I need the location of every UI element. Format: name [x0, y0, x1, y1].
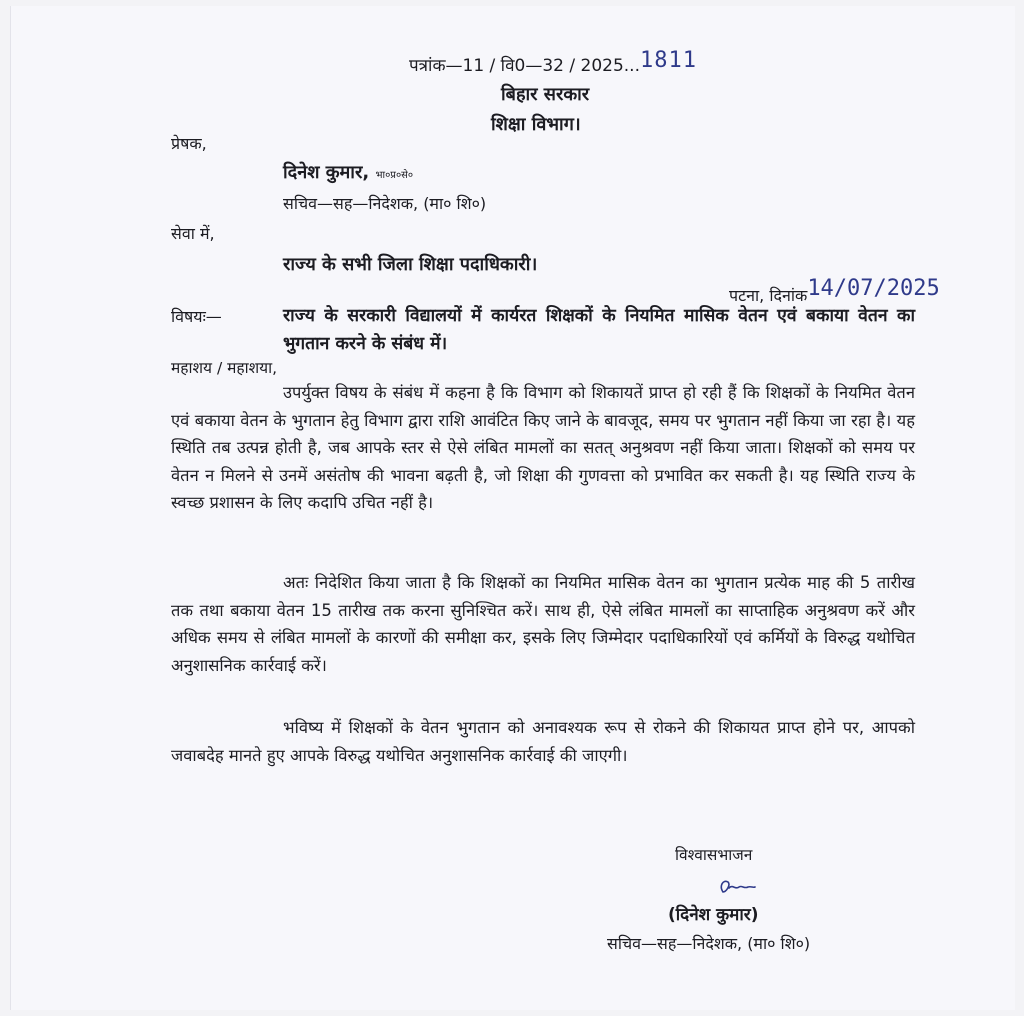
- from-label: प्रेषक,: [171, 134, 207, 153]
- salutation: महाशय / महाशया,: [171, 359, 278, 377]
- place-date-label: पटना, दिनांक: [729, 286, 808, 305]
- department-heading: शिक्षा विभाग।: [491, 114, 581, 135]
- subject-label: विषयः—: [171, 307, 222, 326]
- handwritten-date: 14/07/2025: [807, 276, 940, 301]
- reference-dots: ...: [623, 56, 640, 76]
- sender-service: भा०प्र०से०: [375, 170, 414, 181]
- reference-number: [409, 48, 697, 77]
- to-label: सेवा में,: [171, 224, 215, 243]
- sender-name-text: दिनेश कुमार,: [283, 162, 370, 183]
- closing: विश्वासभाजन: [675, 846, 753, 864]
- reference-handwritten-number: 1811: [640, 48, 697, 73]
- sender-designation: सचिव—सह—निदेशक, (मा० शि०): [283, 194, 487, 213]
- letter-page: [10, 6, 1015, 1010]
- body-paragraph-3: भविष्य में शिक्षकों के वेतन भुगतान को अनावश्यक रूप से रोकने की शिकायत प्राप्त होने पर, आपको जवाबदेह मानते हुए आपके विरुद्ध यथोचित अनुशासनिक कार्रवाई की जाएगी।: [171, 718, 915, 765]
- signatory-designation: सचिव—सह—निदेशक, (मा० शि०): [607, 934, 811, 953]
- signature-mark: [717, 876, 757, 898]
- body-paragraph-2: अतः निदेशित किया जाता है कि शिक्षकों का नियमित मासिक वेतन का भुगतान प्रत्येक माह की 5 तारीख तक तथा बकाया वेतन 15 तारीख तक करना सुनिश्चित करें। साथ ही, ऐसे लंबित मामलों का साप्ताहिक अनुश्रवण करें और अधिक समय से लंबित मामलों के कारणों की समीक्षा कर, इसके लिए जिम्मेदार पदाधिकारियों एवं कर्मियों के विरुद्ध यथोचित अनुशासनिक कार्रवाई करें।: [171, 573, 915, 675]
- reference-text: पत्रांक—11 / वि0—32 / 2025: [409, 56, 624, 76]
- sender-name: [283, 160, 413, 184]
- signatory-name: (दिनेश कुमार): [668, 905, 759, 925]
- subject-text: राज्य के सरकारी विद्यालयों में कार्यरत शिक्षकों के नियमित मासिक वेतन एवं बकाया वेतन का भुगतान करने के संबंध में।: [283, 306, 915, 354]
- government-heading: बिहार सरकार: [501, 84, 590, 105]
- body-paragraph-1: उपर्युक्त विषय के संबंध में कहना है कि विभाग को शिकायतें प्राप्त हो रही हैं कि शिक्षकों के नियमित वेतन एवं बकाया वेतन के भुगतान हेतु विभाग द्वारा राशि आवंटित किए जाने के बावजूद, समय पर भुगतान नहीं किया जा रहा है। यह स्थिति तब उत्पन्न होती है, जब आपके स्तर से ऐसे लंबित मामलों का सतत् अनुश्रवण नहीं किया जाता। शिक्षकों को समय पर वेतन न मिलने से उनमें असंतोष की भावना बढ़ती है, जो शिक्षा की गुणवत्ता को प्रभावित कर सकती है। यह स्थिति राज्य के स्वच्छ प्रशासन के लिए कदापि उचित नहीं है।: [171, 383, 915, 512]
- recipient: राज्य के सभी जिला शिक्षा पदाधिकारी।: [283, 254, 538, 275]
